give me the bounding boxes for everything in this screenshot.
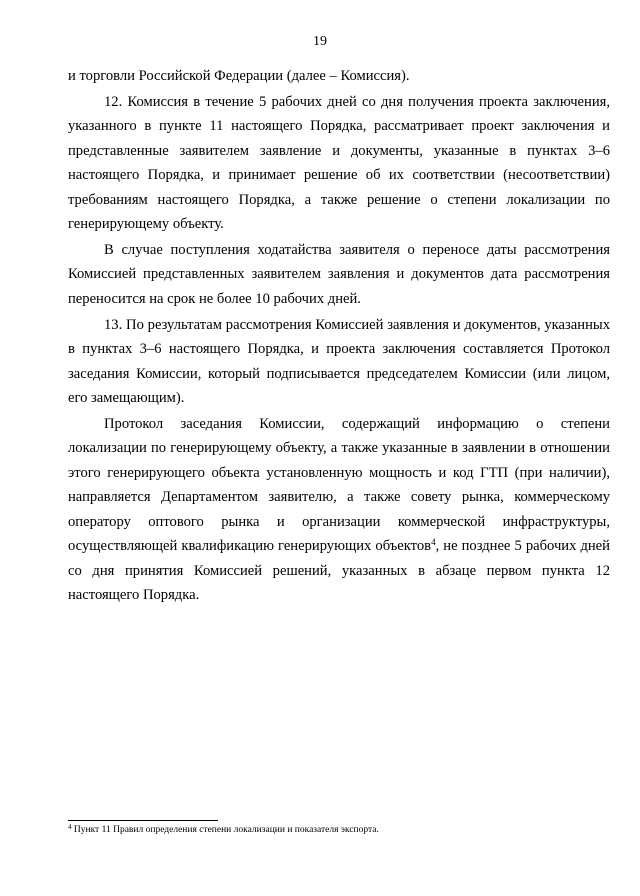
paragraph-postponement: В случае поступления ходатайства заявителя о переносе даты рассмотрения Комиссией представленных заявителем заявления и документов дата рассмотрения переносится на срок не более 10 рабочих дней. <box>68 242 610 307</box>
footnote <box>68 824 610 837</box>
paragraph-continuation: и торговли Российской Федерации (далее – Комиссия). <box>68 68 410 84</box>
paragraph-protocol <box>68 412 610 607</box>
document-body <box>68 64 610 609</box>
paragraph-item-13: 13. По результатам рассмотрения Комиссией заявления и документов, указанных в пунктах 3–6 настоящего Порядка, и проекта заключения составляется Протокол заседания Комиссии, который подписывается председателем Комиссии (или лицом, его замещающим). <box>68 316 610 407</box>
footnote-text: Пункт 11 Правил определения степени локализации и показателя экспорта. <box>71 825 379 835</box>
protocol-text-start: Протокол заседания Комиссии, содержащий информацию о степени локализации по генерирующему объекту, а также указанные в заявлении в отношении этого генерирующего объекта установленную мощность и код ГТП (при наличии), направляется Департаментом заявителю, а также совету рынка, коммерческому оператору оптового рынка и организации коммерческой инфраструктуры, осуществляющей квалификацию генерирующих объектов <box>68 416 610 555</box>
footnote-divider <box>68 820 218 821</box>
page-number: 19 <box>313 34 327 49</box>
protocol-text-end: , не позднее 5 рабочих дней со дня принятия Комиссией решений, указанных в абзаце первом пункта 12 настоящего Порядка. <box>68 538 610 603</box>
footnote-mark: 4 <box>68 823 72 831</box>
paragraph-item-12: 12. Комиссия в течение 5 рабочих дней со дня получения проекта заключения, указанного в пункте 11 настоящего Порядка, рассматривает проект заключения и представленные заявителем заявление и документы, указанные в пунктах 3–6 настоящего Порядка, и принимает решение об их соответствии (несоответствии) требованиям настоящего Порядка, а также решение о степени локализации по генерирующему объекту. <box>68 94 610 233</box>
footnote-reference: 4 <box>431 537 436 548</box>
